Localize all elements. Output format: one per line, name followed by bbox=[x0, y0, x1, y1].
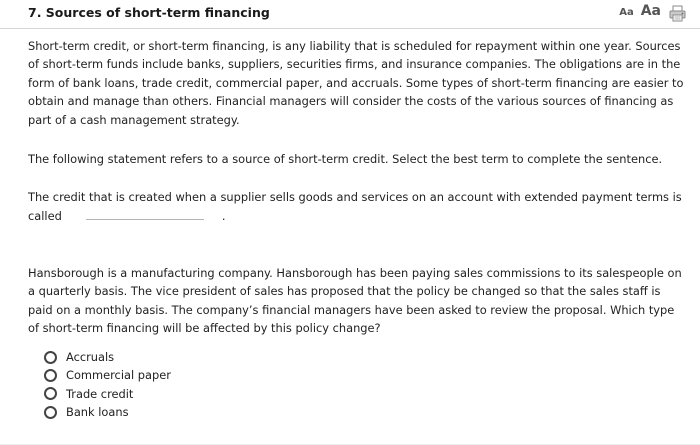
option-commercial-paper[interactable] bbox=[44, 366, 171, 384]
radio-button[interactable] bbox=[44, 369, 57, 382]
option-label: Commercial paper bbox=[66, 368, 171, 383]
radio-button[interactable] bbox=[44, 351, 57, 364]
header-divider bbox=[0, 28, 700, 29]
option-accruals[interactable] bbox=[44, 348, 171, 366]
question-title: 7. Sources of short-term financing bbox=[28, 5, 270, 20]
radio-button[interactable] bbox=[44, 387, 57, 400]
sentence-text: The credit that is created when a supplier sells goods and services on an account with extended payment terms is called bbox=[28, 190, 682, 224]
text-size-small-button[interactable]: Aa bbox=[619, 7, 634, 18]
radio-button[interactable] bbox=[44, 406, 57, 419]
instruction-text: The following statement refers to a source of short-term credit. Select the best term to complete the sentence. bbox=[28, 152, 663, 166]
option-label: Bank loans bbox=[66, 405, 129, 420]
sentence-period: . bbox=[221, 209, 226, 224]
intro-paragraph: Short-term credit, or short-term financing, is any liability that is scheduled for repayment within one year. Sources of short-term funds include banks, suppliers, securities firms, and insurance companies. The obligations are in the form of bank loans, trade credit, commercial paper, and accruals. Some types of short-term financing are easier to obtain and manage than others. Financial managers will consider the costs of the various sources of financing as part of a cash management strategy. bbox=[28, 39, 684, 127]
option-trade-credit[interactable] bbox=[44, 385, 171, 403]
print-icon[interactable] bbox=[669, 5, 686, 22]
scenario-paragraph: Hansborough is a manufacturing company. Hansborough has been paying sales commissions to its salespeople on a quarterly basis. The vice president of sales has proposed that the policy be changed so that the sales staff is paid on a monthly basis. The company’s financial managers have been asked to review the proposal. Which type of short-term financing will be affected by this policy change? bbox=[28, 266, 682, 336]
question-tools bbox=[619, 3, 686, 23]
answer-blank[interactable] bbox=[86, 206, 204, 220]
answer-options bbox=[44, 348, 171, 421]
fill-in-sentence bbox=[28, 188, 684, 226]
text-size-large-button[interactable]: Aa bbox=[640, 3, 661, 19]
option-bank-loans[interactable] bbox=[44, 403, 171, 421]
question-header bbox=[0, 0, 700, 28]
option-label: Trade credit bbox=[66, 386, 134, 401]
option-label: Accruals bbox=[66, 350, 115, 365]
